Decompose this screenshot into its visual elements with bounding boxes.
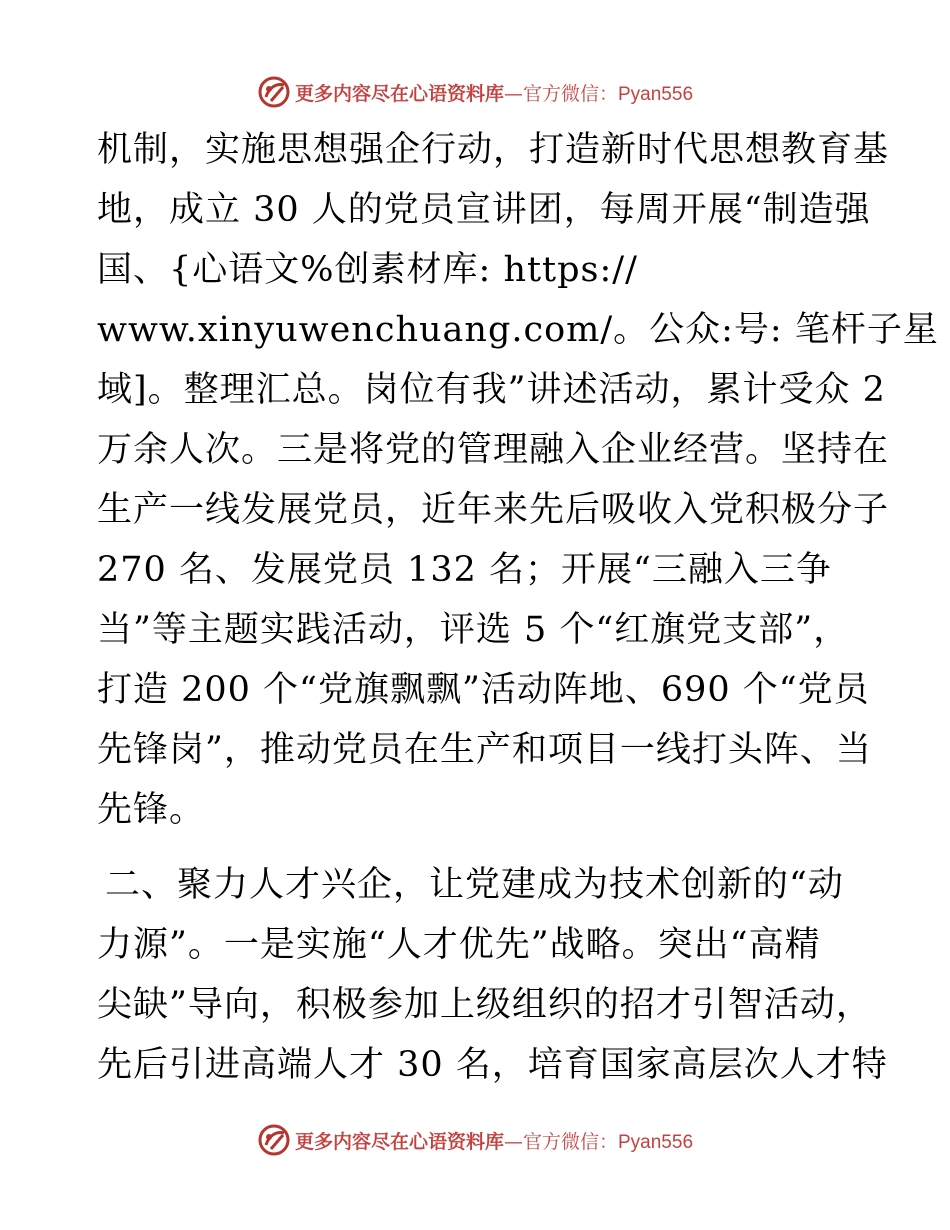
footer-banner-official: 官方微信： [522, 1130, 618, 1153]
section-heading-line: 二、聚力人才兴企，让党建成为技术创新的“动 [105, 865, 844, 905]
text-line: 力源”。一是实施“人才优先”战略。突出“高精 [97, 925, 821, 965]
text-line: 当”等主题实践活动，评选 5 个“红旗党支部”， [97, 610, 850, 650]
header-banner-text [295, 79, 693, 106]
text-line: 万余人次。三是将党的管理融入企业经营。坚持在 [97, 430, 890, 470]
text-line: 生产一线发展党员，近年来先后吸收入党积极分子 [97, 490, 890, 530]
header-banner-main: 更多内容尽在心语资料库 [294, 82, 504, 105]
footer-watermark-banner [0, 1120, 950, 1160]
footer-banner-text [295, 1127, 693, 1154]
text-line: 先后引进高端人才 30 名，培育国家高层次人才特 [97, 1045, 888, 1085]
brand-logo-icon [257, 1123, 291, 1157]
text-line: 先锋岗”，推动党员在生产和项目一线打头阵、当 [97, 730, 872, 770]
text-line: 国、{心语文%创素材库: https:// [97, 250, 638, 290]
text-line: 域]。整理汇总。岗位有我”讲述活动，累计受众 2 [97, 370, 886, 410]
footer-banner-main: 更多内容尽在心语资料库 [294, 1130, 504, 1153]
text-line: 先锋。 [97, 790, 206, 830]
text-line: 打造 200 个“党旗飘飘”活动阵地、690 个“党员 [97, 670, 870, 710]
header-banner-dash: — [503, 82, 523, 105]
footer-banner-id: Pyan556 [618, 1131, 694, 1153]
footer-banner-dash: — [503, 1130, 523, 1153]
header-banner-official: 官方微信： [522, 82, 618, 105]
document-body [97, 120, 939, 1095]
header-banner-id: Pyan556 [618, 83, 694, 105]
text-line: 地，成立 30 人的党员宣讲团，每周开展“制造强 [97, 190, 871, 230]
text-line: 机制，实施思想强企行动，打造新时代思想教育基 [97, 130, 890, 170]
text-line: 270 名、发展党员 132 名；开展“三融入三争 [97, 550, 832, 590]
header-watermark-banner [0, 72, 950, 112]
text-line: www.xinyuwenchuang.com/。公众:号: 笔杆子星 [97, 310, 939, 350]
text-line: 尖缺”导向，积极参加上级组织的招才引智活动， [97, 985, 872, 1025]
paragraph-spacer [97, 840, 857, 855]
brand-logo-icon [257, 75, 291, 109]
